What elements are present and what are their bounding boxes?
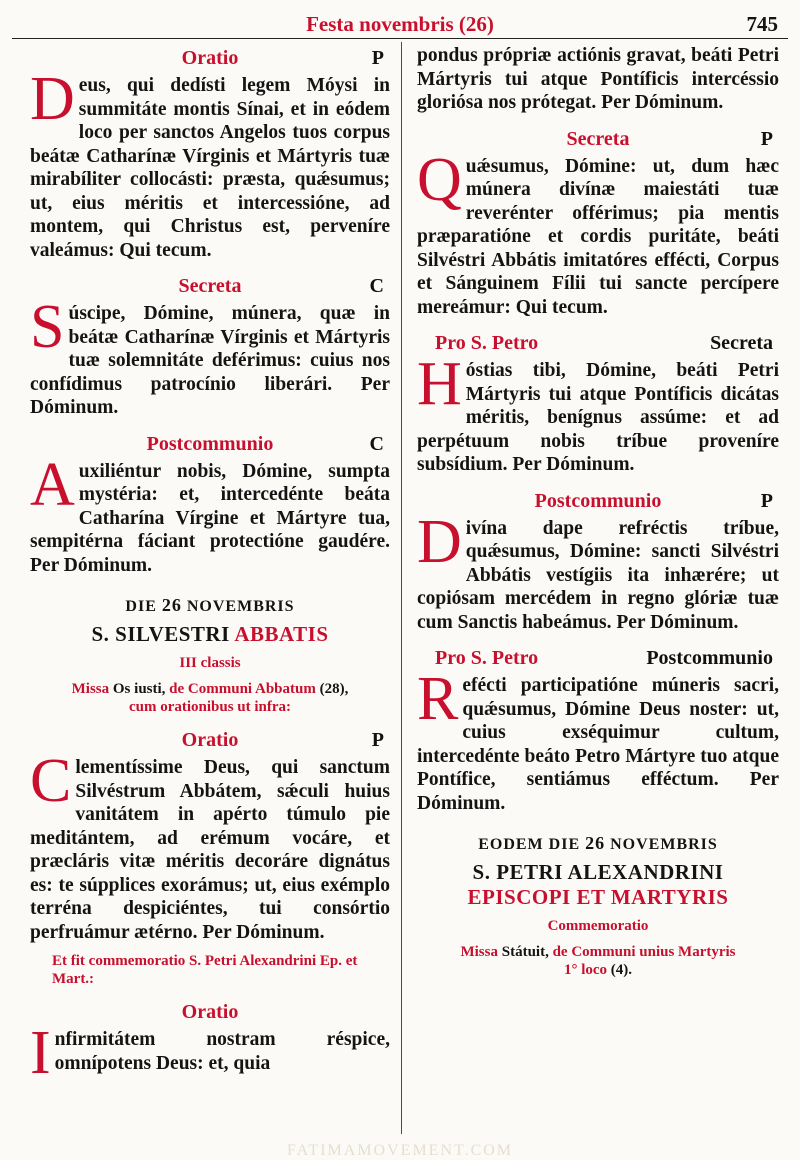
oratio-mark: P: [371, 47, 384, 69]
watermark: FATIMAMOVEMENT.COM: [286, 1142, 514, 1159]
secreta-mark: P: [760, 127, 773, 150]
page-number: 745: [746, 12, 778, 36]
secreta-heading: [417, 125, 779, 155]
oratio-heading: [30, 998, 390, 1028]
postcommunio-text: [417, 665, 779, 815]
postcommunio-body: efécti participatióne múneris sacri, quǽsumus, Dómine Deus noster: ut, cuius exséquimur cultum, intercedénte beáto Petro Mártyre tuo atque Pontífice, sentiámus efféctum. Per Dóminum.: [417, 675, 779, 814]
secreta-body: uǽsumus, Dómine: ut, dum hæc múnera divínæ maiestáti tuæ reverénter offérimus; pia mentis præparatióne et cordis puritáte, beáti Silvéstri Abbátis imitatóres effécti, Corpus et Sánguinem Fílii tui sancte percípere mereámur: Qui tecum.: [417, 155, 779, 318]
feast-title: S. SILVESTRI ABBATIS: [91, 622, 329, 646]
drop-cap: S: [30, 293, 65, 361]
postcommunio-text: [30, 450, 390, 578]
drop-cap: D: [417, 507, 462, 576]
oratio-body: lementíssime Deus, qui sanctum Silvéstrum Abbátem, sǽculi huius vanitátem in apérto túmulo pie meditántem, ad erémum vocáre, et præcláris vitæ méritis decoráre dignátus es: te súpplices exorámus; ut, eius exémplo terréna despiciéntes, tui consórtio perfruámur ætérno. Per Dóminum.: [30, 757, 390, 943]
secreta-text: [30, 293, 390, 420]
drop-cap: Q: [417, 145, 462, 214]
postcommunio-heading: [417, 487, 779, 517]
right-column: [417, 44, 779, 979]
drop-cap: I: [30, 1019, 51, 1087]
postcommunio-mark: P: [760, 489, 773, 512]
postcommunio-label: Postcommunio: [146, 432, 274, 455]
postcommunio-text: [417, 507, 779, 635]
continuation-text: pondus própriæ actiónis gravat, beáti Petri Mártyris tui atque Pontíficis intercéssio gloriósa nos prótegat. Per Dóminum.: [417, 45, 779, 113]
oratio-heading: [30, 44, 390, 74]
drop-cap: A: [30, 450, 75, 519]
commemoratio-note: Et fit commemoratio S. Petri Alexandrini Ep. et Mart.:: [52, 953, 358, 987]
oratio-label: Oratio: [181, 729, 239, 751]
oratio-text: [30, 65, 390, 262]
feast-date: DIE 26 NOVEMBRIS: [125, 595, 295, 615]
header-title: Festa novembris (26): [306, 12, 494, 36]
drop-cap: H: [417, 350, 462, 418]
secreta-body: óstias tibi, Dómine, beáti Petri Mártyris tui atque Pontíficis dicátas méritis, benígnus assúme: et ad perpétuum nobis tríbue proveníre subsídium. Per Dóminum.: [417, 360, 779, 475]
secreta-label: Secreta: [178, 275, 242, 297]
postcommunio-heading: [30, 430, 390, 460]
pro-petro-secreta-heading: Pro S. Petro Secreta: [435, 332, 773, 354]
feast-title: S. PETRI ALEXANDRINI EPISCOPI ET MARTYRIS: [467, 860, 729, 909]
commemoratio-label: Commemoratio: [547, 918, 649, 934]
column-divider: [401, 42, 402, 1134]
secreta-label: Secreta: [566, 127, 630, 150]
oratio-text: [30, 1019, 390, 1087]
secreta-heading: [30, 272, 390, 302]
oratio-body: eus, qui dedísti legem Móysi in summitáte montis Sínai, et in eódem loco per sanctos Angelos tuos corpus beátæ Catharínæ Vírginis et Mártyris tuæ mirabíliter collocásti: præsta, quǽsumus; ut, eius méritis et intercessióne, ad montem, qui Christus est, perveníre valeámus: Qui tecum.: [30, 75, 390, 261]
drop-cap: D: [30, 65, 75, 133]
oratio-body: nfirmitátem nostram réspice, omnípotens Deus: et, quia: [54, 1029, 390, 1074]
drop-cap: R: [417, 665, 459, 733]
secreta-body: úscipe, Dómine, múnera, quæ in beátæ Catharínæ Vírginis et Mártyris tuæ solemnitáte deférimus: cuius nos confídimus patrocínio liberári. Per Dóminum.: [30, 303, 390, 418]
postcommunio-body: uxiliéntur nobis, Dómine, sumpta mystéria: et, intercedénte beáta Catharína Vírgine et Mártyre tua, sempitérna fáciant protectióne gaudére. Per Dóminum.: [30, 460, 390, 576]
oratio-heading: [30, 726, 390, 756]
secreta-text: [417, 145, 779, 320]
secreta-mark: C: [369, 275, 384, 297]
left-column: [30, 44, 390, 1087]
postcommunio-label: Postcommunio: [534, 489, 662, 512]
oratio-text: [30, 747, 390, 944]
secreta-text: [417, 350, 779, 477]
missa-rubric: Missa Státuit, de Communi unius Martyris 1° loco (4).: [460, 944, 736, 978]
pro-petro-postcommunio-heading: Pro S. Petro Postcommunio: [435, 647, 773, 669]
drop-cap: C: [30, 747, 72, 815]
postcommunio-mark: C: [369, 432, 384, 455]
postcommunio-body: ivína dape refréctis tríbue, quǽsumus, Dómine: sancti Silvéstri Abbátis vestígiis ita inhærére; ut copiósam mercédem in regno glóriæ tuæ cum Sanctis habeámus. Per Dóminum.: [417, 517, 779, 633]
missa-rubric: Missa Os iusti, de Communi Abbatum (28), cum orationibus ut infra:: [71, 681, 349, 715]
oratio-mark: P: [371, 729, 384, 751]
oratio-label: Oratio: [181, 47, 239, 69]
feast-date: EODEM DIE 26 NOVEMBRIS: [478, 833, 718, 853]
feast-class: III classis: [179, 655, 241, 671]
page-header: [12, 6, 788, 39]
oratio-label: Oratio: [181, 1001, 239, 1023]
